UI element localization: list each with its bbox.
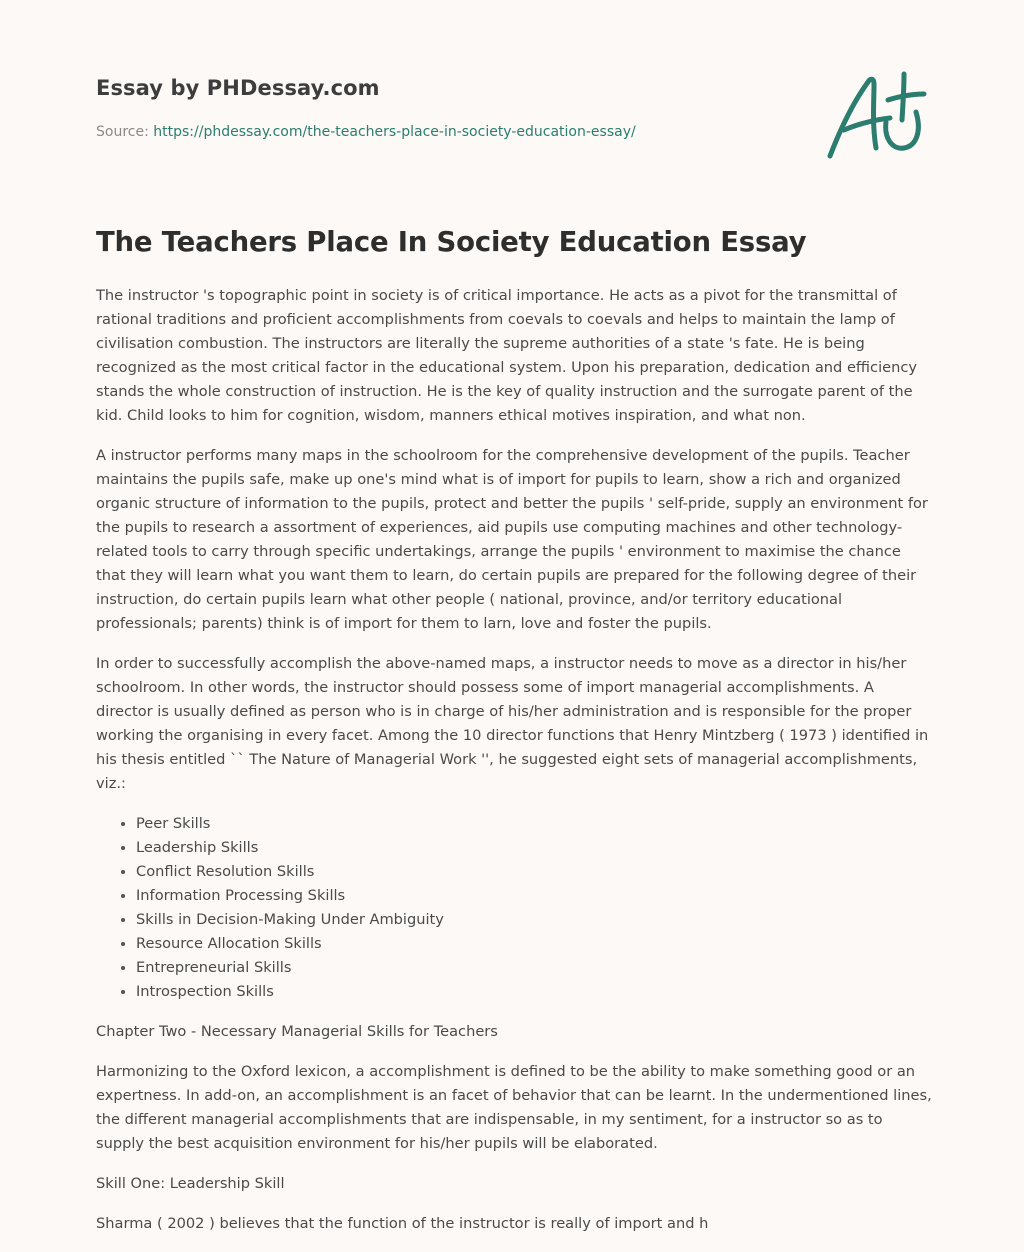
site-brand: Essay by PHDessay.com	[96, 76, 380, 100]
paragraph-manager: In order to successfully accomplish the above-named maps, a instructor needs to move as a director in his/her schoolroom. In other words, the instructor should possess some of import managerial accomplishments. A director is usually defined as person who is in charge of his/her administration and is responsible for the proper working the organising in every facet. Among the 10 director functions that Henry Mintzberg ( 1973 ) identified in his thesis entitled `` The Nature of Managerial Work '', he suggested eight sets of managerial accomplishments, viz.:	[96, 655, 929, 792]
list-item: • Leadership Skills	[136, 836, 932, 860]
essay-body	[96, 284, 932, 1252]
skills-list	[96, 812, 932, 1004]
list-item: • Conflict Resolution Skills	[136, 860, 932, 884]
chapter-heading: Chapter Two - Necessary Managerial Skills for Teachers	[96, 1023, 498, 1040]
a-plus-logo-icon	[824, 68, 928, 164]
source-link[interactable]: https://phdessay.com/the-teachers-place-in-society-education-essay/	[153, 124, 636, 140]
list-item: • Skills in Decision-Making Under Ambiguity	[136, 908, 932, 932]
source-label: Source:	[96, 124, 154, 140]
list-item: • Peer Skills	[136, 812, 932, 836]
paragraph-truncated: Sharma ( 2002 ) believes that the function of the instructor is really of import and h	[96, 1215, 709, 1232]
source-line	[96, 124, 636, 140]
paragraph-functions: A instructor performs many maps in the schoolroom for the comprehensive development of the pupils. Teacher maintains the pupils safe, make up one's mind what is of import for pupils to learn, show a rich and organized organic structure of information to the pupils, protect and better the pupils ' self-pride, supply an environment for the pupils to research a assortment of experiences, aid pupils use computing machines and other technology-related tools to carry through specific undertakings, arrange the pupils ' environment to maximise the chance that they will learn what you want them to learn, do certain pupils are prepared for the following degree of their instruction, do certain pupils learn what other people ( national, province, and/or territory educational professionals; parents) think is of import for them to larn, love and foster the pupils.	[96, 447, 928, 632]
essay-title: The Teachers Place In Society Education Essay	[96, 226, 807, 258]
paragraph-intro: The instructor 's topographic point in society is of critical importance. He acts as a pivot for the transmittal of rational traditions and proficient accomplishments from coevals to coevals and helps to maintain the lamp of civilisation combustion. The instructors are literally the supreme authorities of a state 's fate. He is being recognized as the most critical factor in the educational system. Upon his preparation, dedication and efficiency stands the whole construction of instruction. He is the key of quality instruction and the surrogate parent of the kid. Child looks to him for cognition, wisdom, manners ethical motives inspiration, and what non.	[96, 287, 918, 424]
skill-heading: Skill One: Leadership Skill	[96, 1175, 285, 1192]
list-item: • Information Processing Skills	[136, 884, 932, 908]
list-item: • Resource Allocation Skills	[136, 932, 932, 956]
list-item: • Entrepreneurial Skills	[136, 956, 932, 980]
list-item: • Introspection Skills	[136, 980, 932, 1004]
paragraph-oxford: Harmonizing to the Oxford lexicon, a accomplishment is defined to be the ability to make something good or an expertness. In add-on, an accomplishment is an facet of behavior that can be learnt. In the undermentioned lines, the different managerial accomplishments that are indispensable, in my sentiment, for a instructor so as to supply the best acquisition environment for his/her pupils will be elaborated.	[96, 1063, 932, 1152]
